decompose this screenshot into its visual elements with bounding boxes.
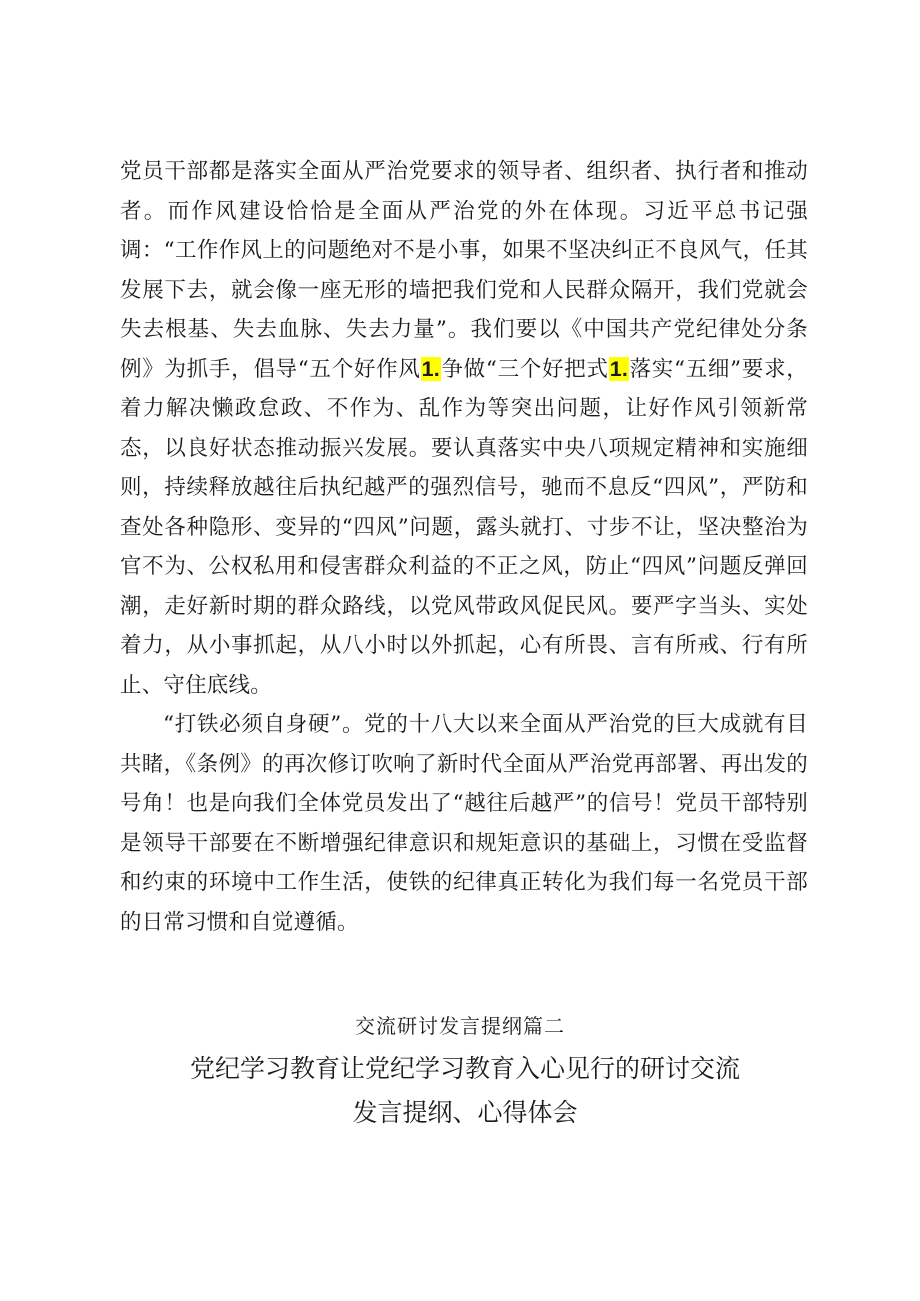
paragraph-1-part-3: 落实“五细”要求，着力解决懒政怠政、不作为、乱作为等突出问题，让好作风引领新常态，以良好状态推动振兴发展。要认真落实中央八项规定精神和实施细则，持续释放越往后执纪越严的强烈信号，驰而不息反“四风”，严防和查处各种隐形、变异的“四风”问题，露头就打、寸步不让，坚决整治为官不为、公权私用和侵害群众利益的不正之风，防止“四风”问题反弹回潮，走好新时期的群众路线，以党风带政风促民风。要严字当头、实处着力，从小事抓起，从八小时以外抓起，心有所畏、言有所戒、行有所止、守住底线。 <box>120 356 809 698</box>
document-body <box>120 152 808 942</box>
paragraph-2: “打铁必须自身硬”。党的十八大以来全面从严治党的巨大成就有目共睹，《条例》的再次修订吹响了新时代全面从严治党再部署、再出发的号角！也是向我们全体党员发出了“越往后越严”的信号！党员干部特别是领导干部要在不断增强纪律意识和规矩意识的基础上，习惯在受监督和约束的环境中工作生活，使铁的纪律真正转化为我们每一名党员干部的日常习惯和自觉遵循。 <box>120 712 808 935</box>
paragraph-1-part-1: 党员干部都是落实全面从严治党要求的领导者、组织者、执行者和推动者。而作风建设恰恰是全面从严治党的外在体现。习近平总书记强调：“工作作风上的问题绝对不是小事，如果不坚决纠正不良风气，任其发展下去，就会像一座无形的墙把我们党和人民群众隔开，我们党就会失去根基、失去血脉、失去力量”。我们要以《中国共产党纪律处分条例》为抓手，倡导“五个好作风 <box>120 159 808 382</box>
section-title-line-1: 党纪学习教育让党纪学习教育入心见行的研讨交流 <box>189 1054 740 1083</box>
section-title-line-2: 发言提纲、心得体会 <box>352 1098 578 1127</box>
highlighted-marker-1: 1. <box>421 356 440 381</box>
section-sub-heading: 交流研讨发言提纲篇二 <box>355 1014 565 1038</box>
section-title <box>0 1047 920 1135</box>
paragraph-1-part-2: 争做“三个好把式 <box>440 356 609 382</box>
highlighted-marker-2: 1. <box>609 356 629 381</box>
paragraph-1 <box>120 152 808 705</box>
